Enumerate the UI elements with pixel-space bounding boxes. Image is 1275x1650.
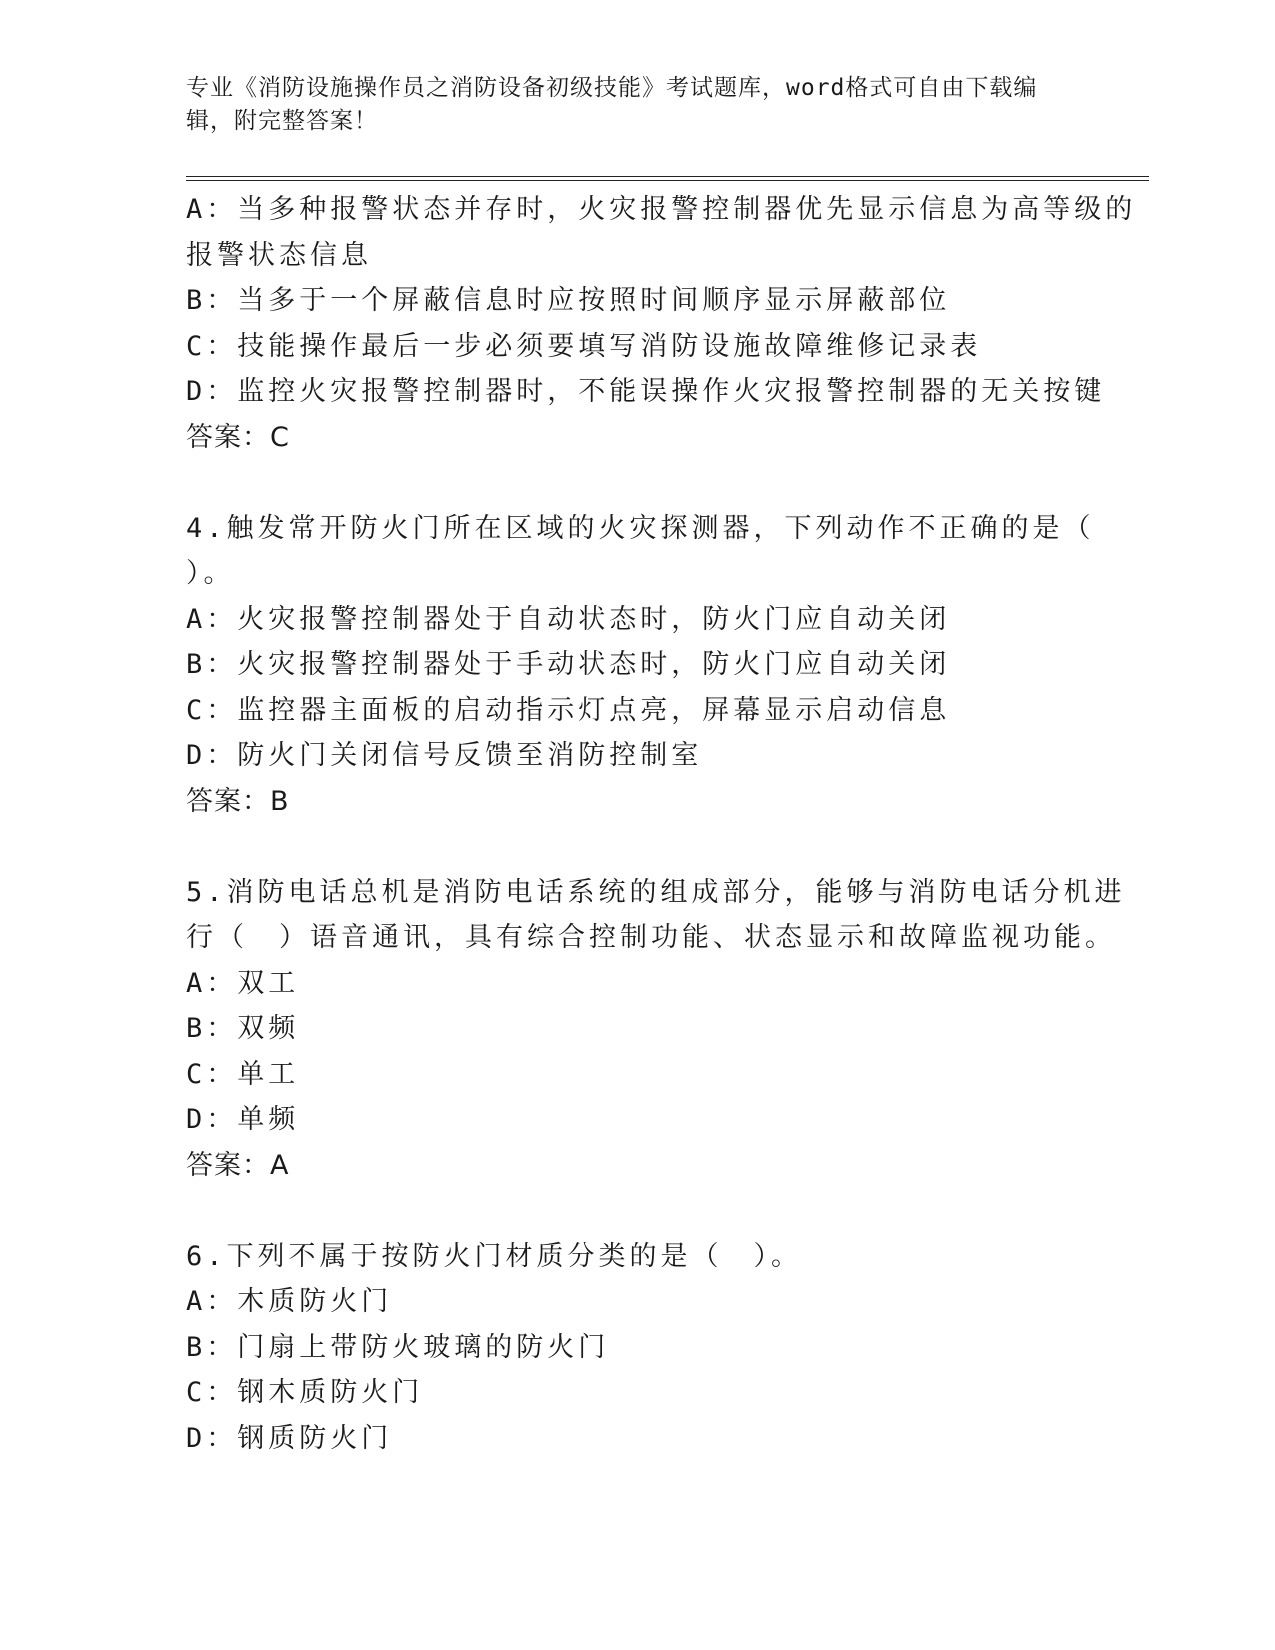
q5-option-d: D：单频 [186, 1104, 300, 1135]
q3-option-a-line-1: A：当多种报警状态并存时，火灾报警控制器优先显示信息为高等级的 [186, 194, 1137, 225]
question-3-block [186, 187, 1137, 460]
q6-option-a: A：木质防火门 [186, 1286, 393, 1317]
q4-option-a: A：火灾报警控制器处于自动状态时，防火门应自动关闭 [186, 603, 951, 635]
q4-option-c: C：监控器主面板的启动指示灯点亮，屏幕显示启动信息 [186, 694, 951, 726]
q5-stem-line-2: 行（ ）语音通讯，具有综合控制功能、状态显示和故障监视功能。 [186, 922, 1116, 953]
header-line-2: 辑，附完整答案！ [186, 108, 378, 134]
q4-stem-line-2: ）。 [186, 558, 235, 589]
q5-option-a: A：双工 [186, 967, 300, 999]
q4-stem-line-1: 4.触发常开防火门所在区域的火灾探测器，下列动作不正确的是（ [186, 512, 1095, 544]
q3-option-b: B：当多于一个屏蔽信息时应按照时间顺序显示屏蔽部位 [186, 285, 951, 316]
document-header [186, 72, 1086, 138]
spacer [186, 824, 1106, 870]
q6-option-c: C：钢木质防火门 [186, 1377, 424, 1408]
q3-option-c: C：技能操作最后一步必须要填写消防设施故障维修记录表 [186, 330, 982, 362]
q4-option-d: D：防火门关闭信号反馈至消防控制室 [186, 740, 703, 771]
header-line-1: 专业《消防设施操作员之消防设备初级技能》考试题库，word格式可自由下载编 [186, 75, 1038, 101]
q5-option-b: B：双频 [186, 1013, 300, 1044]
q4-answer: 答案：B [186, 785, 290, 817]
question-4-block [186, 506, 1106, 825]
spacer [186, 460, 1106, 506]
q3-option-d: D：监控火灾报警控制器时，不能误操作火灾报警控制器的无关按键 [186, 376, 1106, 407]
q6-stem-line-1: 6.下列不属于按防火门材质分类的是（ ）。 [186, 1240, 803, 1272]
q6-option-b: B：门扇上带防火玻璃的防火门 [186, 1331, 610, 1363]
question-6-block [186, 1234, 1106, 1462]
q3-option-a-line-2: 报警状态信息 [186, 239, 372, 271]
document-body [186, 187, 1137, 1461]
q5-option-c: C：单工 [186, 1058, 300, 1090]
q4-option-b: B：火灾报警控制器处于手动状态时，防火门应自动关闭 [186, 649, 951, 680]
header-divider [186, 176, 1149, 181]
q5-answer: 答案：A [186, 1149, 290, 1181]
q3-answer: 答案：C [186, 421, 290, 453]
q6-option-d: D：钢质防火门 [186, 1422, 393, 1454]
spacer [186, 1188, 1106, 1234]
q5-stem-line-1: 5.消防电话总机是消防电话系统的组成部分，能够与消防电话分机进 [186, 876, 1126, 908]
question-5-block [186, 870, 1126, 1189]
